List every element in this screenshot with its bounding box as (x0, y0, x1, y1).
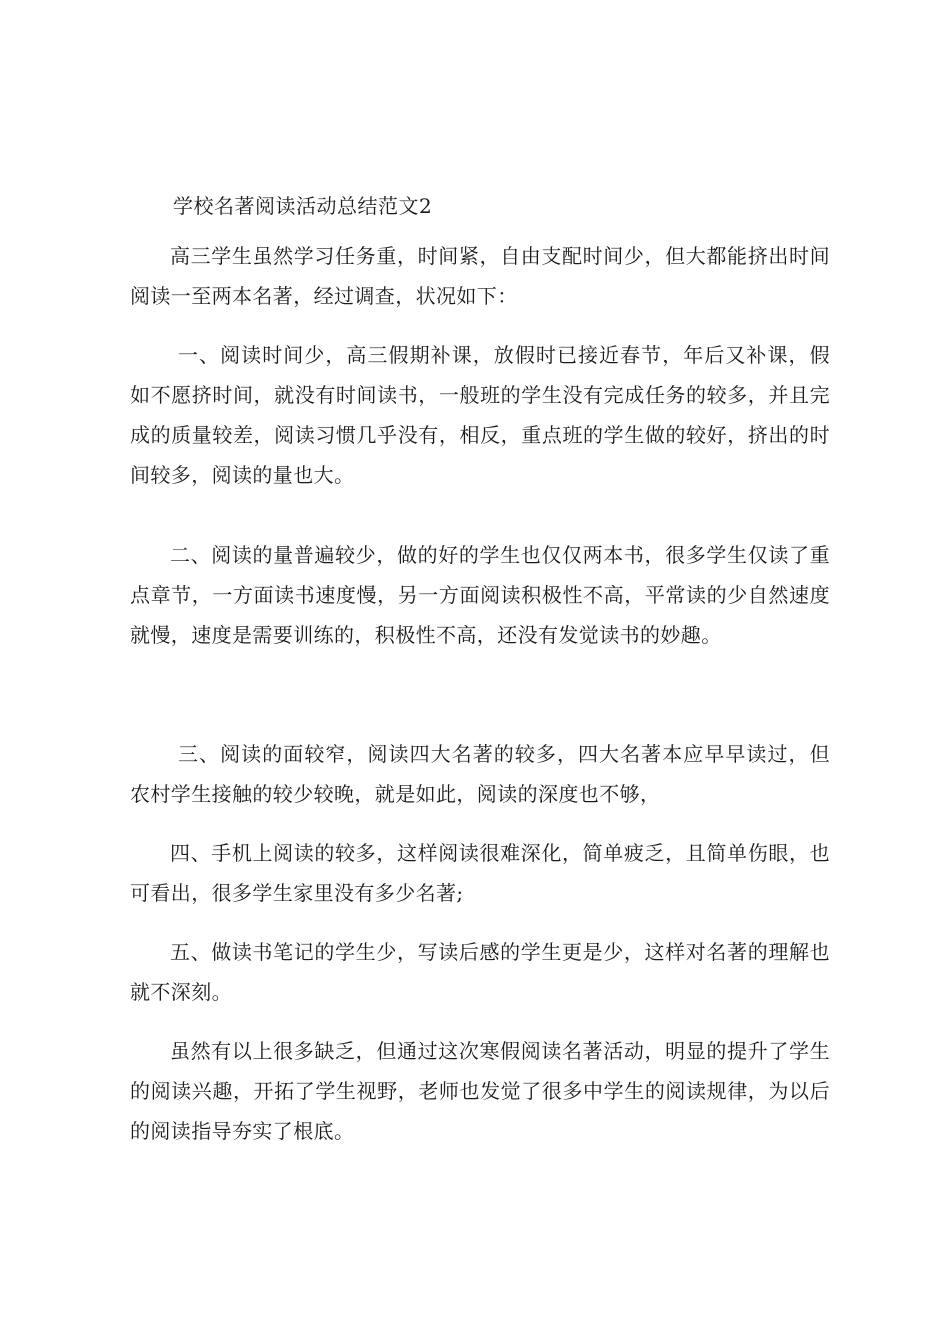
paragraph-point-4: 四、手机上阅读的较多，这样阅读很难深化，简单疲乏，且简单伤眼，也可看出，很多学生家里没有多少名著; (130, 841, 830, 905)
paragraph-conclusion: 虽然有以上很多缺乏，但通过这次寒假阅读名著活动，明显的提升了学生的阅读兴趣，开拓了学生视野，老师也发觉了很多中学生的阅读规律，为以后的阅读指导夯实了根底。 (130, 1039, 830, 1143)
paragraph-point-3: 三、阅读的面较窄，阅读四大名著的较多，四大名著本应早早读过，但农村学生接触的较少较晚，就是如此，阅读的深度也不够， (130, 742, 830, 806)
paragraph-point-2: 二、阅读的量普遍较少，做的好的学生也仅仅两本书，很多学生仅读了重点章节，一方面读书速度慢，另一方面阅读积极性不高，平常读的少自然速度就慢，速度是需要训练的，积极性不高，还没有发觉读书的妙趣。 (130, 543, 830, 647)
paragraph-intro: 高三学生虽然学习任务重，时间紧，自由支配时间少，但大都能挤出时间阅读一至两本名著，经过调查，状况如下： (130, 244, 830, 308)
document-title: 学校名著阅读活动总结范文2 (173, 194, 433, 218)
paragraph-point-5: 五、做读书笔记的学生少，写读后感的学生更是少，这样对名著的理解也就不深刻。 (130, 940, 830, 1004)
paragraph-point-1: 一、阅读时间少，高三假期补课，放假时已接近春节，年后又补课，假如不愿挤时间，就没有时间读书，一般班的学生没有完成任务的较多，并且完成的质量较差，阅读习惯几乎没有，相反，重点班的学生做的较好，挤出的时间较多，阅读的量也大。 (130, 343, 830, 487)
